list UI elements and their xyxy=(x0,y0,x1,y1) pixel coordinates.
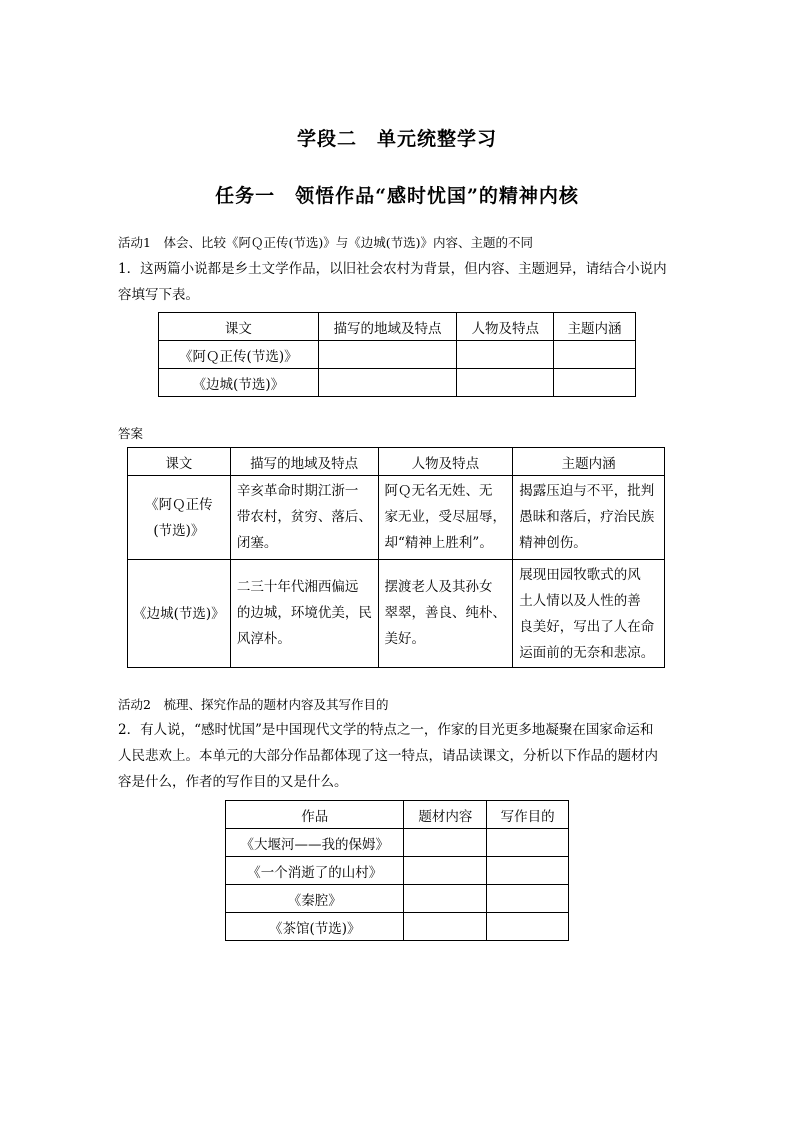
blank-cell[interactable] xyxy=(487,829,569,857)
blank-cell[interactable] xyxy=(487,857,569,885)
answer-table xyxy=(127,447,665,668)
column-header: 课文 xyxy=(128,448,231,476)
blank-cell[interactable] xyxy=(457,341,554,369)
blank-cell[interactable] xyxy=(404,913,487,941)
table-row xyxy=(128,476,665,560)
table-cell-theme xyxy=(513,560,665,668)
table-cell-character xyxy=(378,560,513,668)
question2-line: 2．有人说，“感时忧国”是中国现代文学的特点之一，作家的目光更多地凝聚在国家命运和 xyxy=(118,722,654,738)
cell-line: 带农村，贫穷、落后、 xyxy=(236,509,372,525)
table-cell: 《大堰河——我的保姆》 xyxy=(226,829,404,857)
question1-line: 1．这两篇小说都是乡土文学作品，以旧社会农村为背景，但内容、主题迥异，请结合小说内 xyxy=(118,261,667,277)
cell-line: 《边城(节选)》 xyxy=(133,605,225,622)
table-cell-region xyxy=(230,476,378,560)
question2-text xyxy=(118,717,678,795)
column-header: 人物及特点 xyxy=(457,313,554,341)
table-row xyxy=(226,885,569,913)
table-header-row xyxy=(226,801,569,829)
activity2-heading: 活动2 梳理、探究作品的题材内容及其写作目的 xyxy=(118,697,389,712)
cell-line: 精神创伤。 xyxy=(519,535,587,551)
table-cell: 《一个消逝了的山村》 xyxy=(226,857,404,885)
cell-line: 揭露压迫与不平，批判 xyxy=(519,483,655,499)
column-header: 作品 xyxy=(226,801,404,829)
blank-cell[interactable] xyxy=(554,369,636,397)
cell-line: 闭塞。 xyxy=(236,535,278,551)
cell-line: 的边城，环境优美，民 xyxy=(236,605,372,621)
cell-line: 运面前的无奈和悲凉。 xyxy=(519,645,655,661)
task-title: 任务一 领悟作品“感时忧国”的精神内核 xyxy=(215,185,579,207)
table-row xyxy=(159,369,636,397)
blank-cell[interactable] xyxy=(318,369,457,397)
table-row xyxy=(159,341,636,369)
blank-cell[interactable] xyxy=(457,369,554,397)
blank-cell[interactable] xyxy=(487,885,569,913)
column-header: 描写的地域及特点 xyxy=(230,448,378,476)
table-header-row xyxy=(159,313,636,341)
activity2-table xyxy=(225,800,569,941)
cell-line: 土人情以及人性的善 xyxy=(519,593,641,609)
question2-line: 容是什么，作者的写作目的又是什么。 xyxy=(118,774,348,790)
question1-text xyxy=(118,256,678,308)
blank-cell[interactable] xyxy=(487,913,569,941)
section-title: 学段二 单元统整学习 xyxy=(296,128,497,150)
activity1-table xyxy=(158,312,636,397)
table-header-row xyxy=(128,448,665,476)
cell-line: 却“精神上胜利”。 xyxy=(384,535,493,551)
blank-cell[interactable] xyxy=(554,341,636,369)
table-cell: 《秦腔》 xyxy=(226,885,404,913)
column-header: 主题内涵 xyxy=(554,313,636,341)
blank-cell[interactable] xyxy=(318,341,457,369)
cell-line: 翠翠，善良、纯朴、 xyxy=(384,605,507,621)
table-cell: 《茶馆(节选)》 xyxy=(226,913,404,941)
column-header: 主题内涵 xyxy=(513,448,665,476)
column-header: 描写的地域及特点 xyxy=(318,313,457,341)
table-cell: 《边城(节选)》 xyxy=(159,369,319,397)
table-row xyxy=(226,829,569,857)
cell-line: 展现田园牧歌式的风 xyxy=(519,567,641,583)
blank-cell[interactable] xyxy=(404,885,487,913)
blank-cell[interactable] xyxy=(404,857,487,885)
cell-line: 阿Ｑ无名无姓、无 xyxy=(384,483,493,499)
column-header: 人物及特点 xyxy=(378,448,513,476)
cell-line: (节选)》 xyxy=(153,522,205,539)
cell-line: 家无业，受尽屈辱， xyxy=(384,509,507,525)
table-row xyxy=(226,913,569,941)
answer-label: 答案 xyxy=(118,426,144,441)
table-row xyxy=(128,560,665,668)
cell-line: 辛亥革命时期江浙一 xyxy=(236,483,359,499)
cell-line: 风淳朴。 xyxy=(236,631,291,647)
column-header: 写作目的 xyxy=(487,801,569,829)
column-header: 题材内容 xyxy=(404,801,487,829)
cell-line: 美好。 xyxy=(384,631,426,647)
cell-line: 《阿Ｑ正传 xyxy=(145,496,213,513)
table-cell-text xyxy=(128,476,231,560)
table-cell-region xyxy=(230,560,378,668)
activity1-heading: 活动1 体会、比较《阿Ｑ正传(节选)》与《边城(节选)》内容、主题的不同 xyxy=(118,235,533,250)
cell-line: 愚昧和落后，疗治民族 xyxy=(519,509,655,525)
column-header: 课文 xyxy=(159,313,319,341)
blank-cell[interactable] xyxy=(404,829,487,857)
cell-line: 良美好，写出了人在命 xyxy=(519,619,655,635)
table-cell-character xyxy=(378,476,513,560)
question2-line: 人民悲欢上。本单元的大部分作品都体现了这一特点，请品读课文，分析以下作品的题材内 xyxy=(118,748,658,764)
cell-line: 摆渡老人及其孙女 xyxy=(384,579,493,595)
question1-line: 容填写下表。 xyxy=(118,287,199,303)
table-cell-theme xyxy=(513,476,665,560)
cell-line: 二三十年代湘西偏远 xyxy=(236,579,359,595)
table-row xyxy=(226,857,569,885)
table-cell-text xyxy=(128,560,231,668)
table-cell: 《阿Ｑ正传(节选)》 xyxy=(159,341,319,369)
